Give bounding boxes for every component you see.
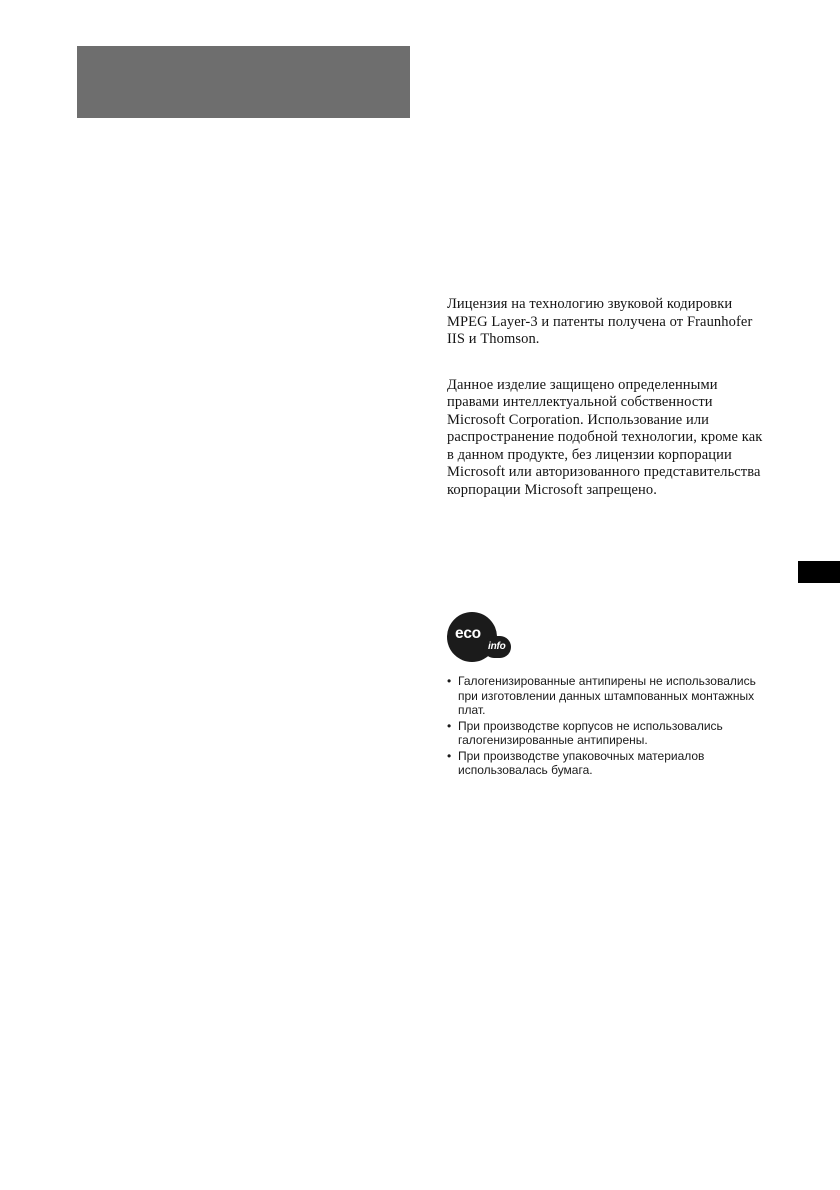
list-item-label: При производстве корпусов не использовались галогенизированные антипирены. <box>458 718 723 747</box>
eco-info-list <box>447 674 777 778</box>
eco-logo-text: eco <box>455 625 481 642</box>
list-item <box>447 749 777 778</box>
eco-info-section <box>447 612 777 779</box>
header-grey-block <box>77 46 410 118</box>
mpeg-license-paragraph: Лицензия на технологию звуковой кодировки MPEG Layer-3 и патенты получена от Fraunhofer IIS и Thomson. <box>447 296 753 347</box>
page-edge-tab-marker <box>798 561 840 583</box>
list-item-label: Галогенизированные антипирены не использовались при изготовлении данных штампованных монтажных плат. <box>458 674 756 717</box>
list-item <box>447 674 777 718</box>
bullet-icon: • <box>447 718 452 733</box>
list-item <box>447 719 777 748</box>
eco-badge-text: info <box>488 641 506 652</box>
microsoft-license-paragraph: Данное изделие защищено определенными правами интеллектуальной собственности Microsoft Corporation. Использование или распространение подобной технологии, кроме как в данном продукте, без лицензии корпорации Microsoft или авторизованного представительства корпорации Microsoft запрещено. <box>447 376 763 498</box>
bullet-icon: • <box>447 748 452 763</box>
bullet-icon: • <box>447 674 452 688</box>
eco-info-logo <box>447 612 519 662</box>
list-item-label: При производстве упаковочных материалов использовалась бумага. <box>458 748 705 777</box>
right-text-column <box>447 296 772 499</box>
